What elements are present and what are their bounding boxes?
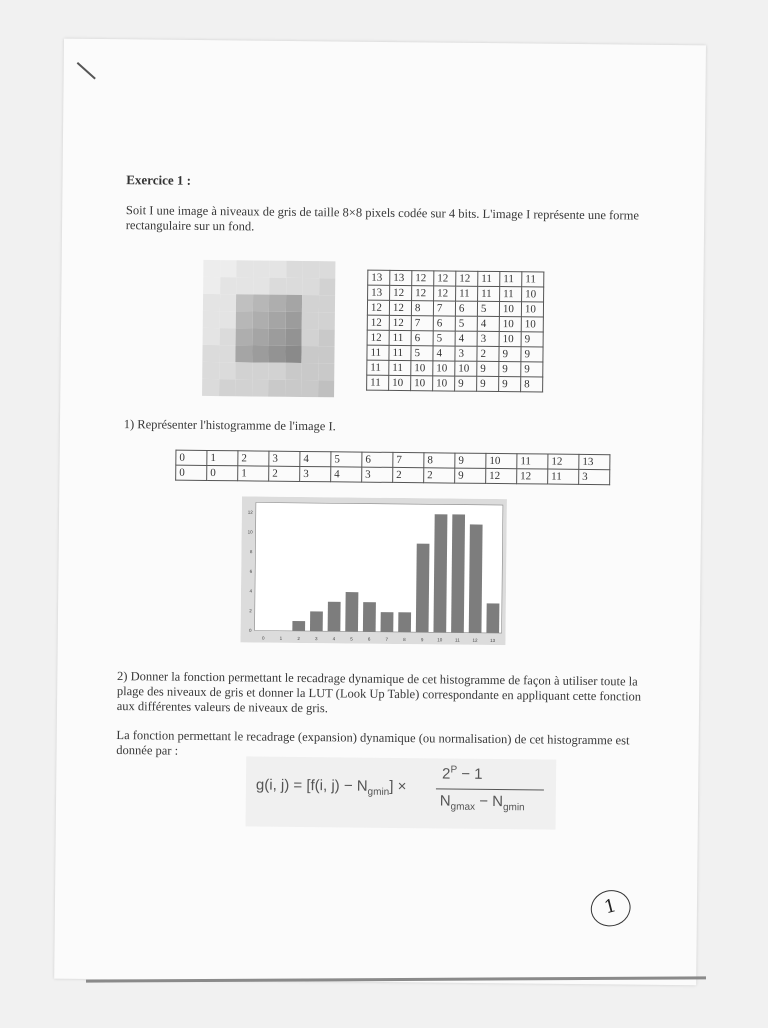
histogram-bar (381, 612, 394, 632)
level-cell: 7 (393, 452, 424, 467)
pixel (318, 346, 335, 363)
matrix-row (367, 375, 543, 392)
x-tick-label: 8 (403, 637, 406, 642)
matrix-cell: 12 (389, 300, 411, 315)
x-tick-label: 6 (368, 637, 371, 642)
count-cell: 2 (424, 468, 455, 483)
matrix-cell: 10 (411, 376, 433, 391)
matrix-cell: 11 (500, 287, 522, 302)
pixel (236, 311, 253, 328)
pixel (268, 363, 285, 380)
level-cell: 1 (207, 450, 238, 465)
x-tick-label: 0 (262, 636, 265, 641)
pixel (203, 294, 220, 311)
matrix-cell: 5 (477, 301, 499, 316)
pixel (286, 278, 303, 295)
histogram-bar (345, 592, 358, 632)
pixel (302, 329, 319, 346)
fraction-bar (436, 788, 544, 790)
pixel (268, 346, 285, 363)
matrix-cell: 9 (477, 361, 499, 376)
pixel (252, 311, 269, 328)
formula-denominator: $N_{gmax} - N_{gmin}$ (440, 792, 525, 813)
matrix-cell: 11 (367, 375, 389, 390)
counts-row (176, 465, 610, 485)
pixel (252, 294, 269, 311)
pixel (236, 260, 253, 277)
histogram-table (175, 450, 610, 486)
matrix-cell: 6 (455, 301, 477, 316)
pixel (285, 346, 302, 363)
x-tick-label: 3 (315, 636, 318, 641)
pixel (220, 277, 237, 294)
level-cell: 0 (176, 450, 207, 465)
pixel (302, 278, 319, 295)
x-tick-label: 1 (280, 636, 283, 641)
matrix-cell: 5 (411, 346, 433, 361)
pixel (269, 295, 286, 312)
pixel (203, 328, 220, 345)
matrix-cell: 12 (367, 330, 389, 345)
matrix-cell: 9 (455, 376, 477, 391)
pixel (301, 346, 318, 363)
question-2-line-2: plage des niveaux de gris et donner la LUT (Look Up Table) correspondante en appliquant cette fonction (117, 684, 641, 704)
pixel (203, 277, 220, 294)
pixel (285, 295, 302, 312)
pixel (252, 345, 269, 362)
matrix-cell: 13 (390, 270, 412, 285)
matrix-cell: 11 (389, 360, 411, 375)
level-cell: 5 (331, 452, 362, 467)
answer-line-1: La fonction permettant le recadrage (expansion) dynamique (ou normalisation) de cet histogramme est (116, 728, 629, 748)
count-cell: 0 (207, 465, 238, 480)
histogram-bar (310, 611, 323, 631)
matrix-cell: 6 (411, 331, 433, 346)
x-tick-label: 11 (455, 638, 460, 643)
pixel-matrix (366, 270, 544, 393)
matrix-row (367, 345, 543, 362)
matrix-cell: 2 (477, 346, 499, 361)
formula-numerator: $2^P - 1$ (442, 764, 483, 782)
level-cell: 6 (362, 452, 393, 467)
pixel (219, 379, 236, 396)
matrix-cell: 8 (411, 301, 433, 316)
matrix-cell: 12 (412, 286, 434, 301)
x-tick-label: 10 (437, 637, 443, 642)
pixel (319, 278, 336, 295)
matrix-cell: 9 (499, 362, 521, 377)
pixel (268, 380, 285, 397)
histogram-bar (469, 524, 483, 632)
pixel (219, 294, 236, 311)
count-cell: 12 (517, 469, 548, 484)
y-tick-label: 10 (248, 529, 254, 534)
matrix-cell: 10 (521, 302, 543, 317)
matrix-cell: 5 (433, 331, 455, 346)
pixel (318, 363, 335, 380)
level-cell: 9 (455, 453, 486, 468)
pixel (301, 363, 318, 380)
matrix-cell: 12 (389, 315, 411, 330)
matrix-row (367, 315, 543, 332)
matrix-cell: 12 (390, 285, 412, 300)
pixel (252, 362, 269, 379)
pixel (285, 380, 302, 397)
pixel (235, 345, 252, 362)
pixel (219, 311, 236, 328)
y-tick-label: 8 (250, 549, 253, 554)
pixel (219, 345, 236, 362)
count-cell: 12 (486, 468, 517, 483)
level-cell: 13 (579, 454, 610, 469)
y-tick-label: 4 (249, 589, 252, 594)
pixel (285, 329, 302, 346)
pixel (252, 328, 269, 345)
matrix-cell: 4 (477, 316, 499, 331)
count-cell: 9 (455, 468, 486, 483)
x-tick-label: 2 (297, 636, 300, 641)
histogram-bar (328, 602, 341, 632)
pixel (269, 261, 286, 278)
matrix-cell: 12 (434, 271, 456, 286)
formula-box (246, 756, 557, 829)
intro-line-1: Soit I une image à niveaux de gris de taille 8×8 pixels codée sur 4 bits. L'image I représente une forme (126, 203, 639, 223)
pixel (318, 312, 335, 329)
matrix-cell: 11 (522, 272, 544, 287)
pixel (220, 260, 237, 277)
pixel (302, 312, 319, 329)
matrix-cell: 9 (499, 347, 521, 362)
pixel (236, 294, 253, 311)
pixel (285, 363, 302, 380)
matrix-cell: 9 (499, 377, 521, 392)
pixel (318, 329, 335, 346)
level-cell: 12 (548, 454, 579, 469)
pixel (269, 312, 286, 329)
matrix-cell: 12 (367, 300, 389, 315)
pixel (202, 379, 219, 396)
matrix-cell: 6 (433, 316, 455, 331)
matrix-cell: 11 (367, 360, 389, 375)
count-cell: 4 (331, 467, 362, 482)
matrix-cell: 12 (367, 315, 389, 330)
matrix-cell: 11 (500, 272, 522, 287)
matrix-row (367, 360, 543, 377)
level-cell: 2 (238, 451, 269, 466)
matrix-cell: 10 (499, 332, 521, 347)
page-number: 1 (587, 886, 635, 931)
intro-line-2: rectangulaire sur un fond. (126, 218, 255, 234)
matrix-cell: 9 (477, 376, 499, 391)
pixel (219, 328, 236, 345)
y-tick-label: 6 (250, 569, 253, 574)
pixel (269, 278, 286, 295)
pixel (318, 295, 335, 312)
histogram-bar (398, 612, 411, 632)
matrix-row (368, 270, 544, 287)
histogram-chart (240, 496, 507, 645)
histogram-bar (433, 514, 447, 632)
matrix-cell: 11 (478, 271, 500, 286)
x-tick-label: 9 (421, 637, 424, 642)
matrix-row (367, 300, 543, 317)
matrix-cell: 11 (389, 345, 411, 360)
grayscale-image (202, 260, 335, 397)
matrix-cell: 7 (411, 316, 433, 331)
pixel (219, 362, 236, 379)
pixel (301, 380, 318, 397)
matrix-cell: 3 (477, 331, 499, 346)
histogram-bar (451, 514, 465, 632)
matrix-cell: 11 (478, 286, 500, 301)
matrix-cell: 12 (456, 271, 478, 286)
histogram-bar (486, 603, 499, 633)
count-cell: 3 (300, 466, 331, 481)
pixel (236, 328, 253, 345)
pixel (253, 277, 270, 294)
level-cell: 11 (517, 454, 548, 469)
count-cell: 2 (393, 467, 424, 482)
matrix-cell: 10 (521, 317, 543, 332)
matrix-cell: 5 (455, 316, 477, 331)
level-cell: 4 (300, 451, 331, 466)
matrix-cell: 9 (521, 347, 543, 362)
matrix-cell: 13 (368, 270, 390, 285)
y-tick-label: 12 (248, 510, 254, 515)
pixel (235, 379, 252, 396)
pixel (269, 329, 286, 346)
x-tick-label: 5 (350, 636, 353, 641)
count-cell: 11 (548, 469, 579, 484)
answer-line-2: donnée par : (116, 743, 178, 759)
matrix-cell: 11 (389, 330, 411, 345)
pixel (302, 295, 319, 312)
matrix-cell: 9 (521, 362, 543, 377)
x-tick-label: 4 (333, 636, 336, 641)
matrix-cell: 4 (455, 331, 477, 346)
matrix-cell: 8 (521, 377, 543, 392)
pixel (236, 277, 253, 294)
matrix-cell: 10 (455, 361, 477, 376)
pixel (319, 261, 336, 278)
level-cell: 3 (269, 451, 300, 466)
pixel (253, 260, 270, 277)
question-2-line-3: aux différentes valeurs de niveaux de gris. (117, 699, 328, 716)
count-cell: 2 (269, 466, 300, 481)
matrix-cell: 13 (368, 285, 390, 300)
question-1: 1) Représenter l'histogramme de l'image I. (124, 417, 336, 434)
count-cell: 3 (579, 469, 610, 484)
matrix-cell: 4 (433, 346, 455, 361)
level-cell: 8 (424, 453, 455, 468)
x-tick-label: 12 (472, 638, 478, 643)
pixel (318, 380, 335, 397)
matrix-cell: 10 (389, 375, 411, 390)
count-cell: 0 (176, 465, 207, 480)
level-cell: 10 (486, 453, 517, 468)
matrix-row (368, 285, 544, 302)
count-cell: 1 (238, 466, 269, 481)
matrix-cell: 3 (455, 346, 477, 361)
matrix-cell: 10 (499, 317, 521, 332)
y-tick-label: 2 (249, 608, 252, 613)
pixel (286, 261, 303, 278)
matrix-cell: 12 (412, 271, 434, 286)
matrix-row (367, 330, 543, 347)
y-tick-label: 0 (249, 628, 252, 633)
pixel (285, 312, 302, 329)
question-2-line-1: 2) Donner la fonction permettant le recadrage dynamique de cet histogramme de façon à utiliser toute la (117, 669, 638, 689)
x-tick-label: 13 (490, 638, 496, 643)
exercise-title: Exercice 1 : (126, 172, 191, 189)
histogram-bar (416, 544, 430, 633)
matrix-cell: 10 (411, 361, 433, 376)
count-cell: 3 (362, 467, 393, 482)
matrix-cell: 10 (433, 361, 455, 376)
x-tick-label: 7 (386, 637, 389, 642)
pixel (235, 362, 252, 379)
pixel (202, 362, 219, 379)
pixel (252, 379, 269, 396)
matrix-cell: 11 (456, 286, 478, 301)
plot-area (255, 502, 503, 633)
matrix-cell: 11 (367, 345, 389, 360)
matrix-cell: 10 (433, 376, 455, 391)
matrix-cell: 10 (522, 287, 544, 302)
matrix-cell: 10 (499, 302, 521, 317)
matrix-cell: 7 (433, 301, 455, 316)
histogram-bar (292, 621, 305, 631)
matrix-cell: 12 (434, 286, 456, 301)
pixel (302, 261, 319, 278)
matrix-cell: 9 (521, 332, 543, 347)
histogram-bar (363, 602, 376, 632)
pixel (202, 345, 219, 362)
formula-lhs: g(i, j) = [f(i, $j) - N_{gmin}$] × (256, 777, 407, 799)
pixel (203, 311, 220, 328)
pixel (203, 260, 220, 277)
